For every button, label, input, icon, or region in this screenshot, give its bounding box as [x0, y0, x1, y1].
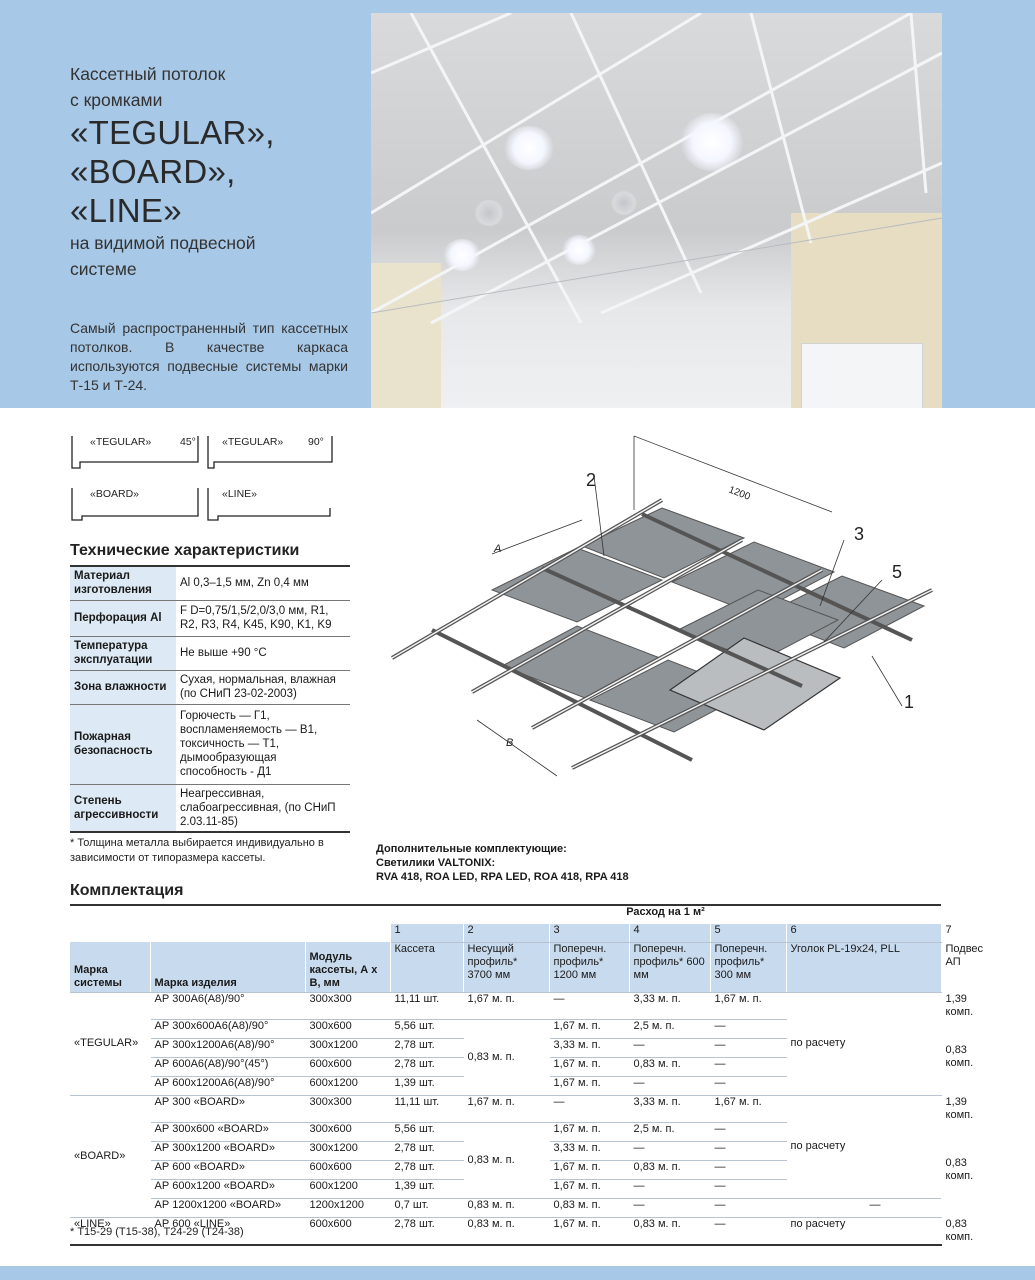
ceiling-lamp [681, 113, 743, 171]
module-cell: 600х600 [305, 1160, 390, 1179]
item-cell: АР 300х1200А6(А8)/90° [150, 1038, 305, 1057]
module-cell: 600х1200 [305, 1179, 390, 1198]
hero-title-line-1: Кассетный потолок [70, 64, 226, 84]
c5-cell: — [710, 1122, 786, 1141]
edge-angle-90: 90° [308, 436, 324, 448]
dimension-a: A [494, 543, 502, 555]
c4-cell: — [629, 1198, 710, 1217]
system-line: «LINE» [70, 1217, 150, 1245]
assembly-drawing [372, 430, 952, 815]
item-cell: АР 600х1200 «BOARD» [150, 1179, 305, 1198]
col-number: 5 [710, 924, 786, 942]
item-cell: АР 300А6(А8)/90° [150, 992, 305, 1019]
c4-cell: 3,33 м. п. [629, 1095, 710, 1122]
ceiling-speaker [611, 191, 637, 215]
edge-profiles [68, 428, 348, 528]
header-labels-row: Марка системы Марка изделия Модуль кассеты, А х В, мм Кассета Несущий профиль* 3700 мм Поперечн. профиль* 1200 мм Поперечн. профиль* 600 мм Поперечн. профиль* 300 мм Уголок PL-19х24, PLL Подвес АП [70, 942, 941, 992]
specs-row [70, 704, 350, 784]
specs-footnote: * Толщина металла выбирается индивидуально в зависимости от типоразмера кассеты. [70, 837, 324, 864]
c4-cell: 0,83 м. п. [629, 1217, 710, 1245]
c2-cell: 0,83 м. п. [463, 1217, 549, 1245]
hero-title [70, 61, 355, 282]
c5-cell: — [710, 1179, 786, 1198]
table-row [70, 1198, 941, 1217]
ceiling-photo [371, 13, 942, 408]
specs-row [70, 600, 350, 636]
c4-cell: — [629, 1179, 710, 1198]
c6-merged-cell: по расчету [786, 992, 941, 1095]
c3-cell: 1,67 м. п. [549, 1179, 629, 1198]
c6-merged-cell: по расчету [786, 1095, 941, 1198]
module-cell: 300х1200 [305, 1141, 390, 1160]
c1-cell: 2,78 шт. [390, 1217, 463, 1245]
module-cell: 300х600 [305, 1122, 390, 1141]
item-cell: АР 600 «LINE» [150, 1217, 305, 1245]
item-cell: АР 300х600А6(А8)/90° [150, 1019, 305, 1038]
spec-value: Не выше +90 °С [176, 636, 350, 670]
header-poperechn-1200: Поперечн. профиль* 1200 мм [549, 942, 629, 992]
hero-banner [0, 11, 1035, 408]
specs-row [70, 670, 350, 704]
c5-cell: — [710, 1038, 786, 1057]
module-cell: 1200х1200 [305, 1198, 390, 1217]
ceiling-grid-isometric [372, 430, 952, 815]
c6-cell: по расчету [786, 1217, 941, 1245]
c4-cell: 0,83 м. п. [629, 1160, 710, 1179]
c1-cell: 1,39 шт. [390, 1179, 463, 1198]
edge-angle-45: 45° [180, 436, 196, 448]
spec-value: F D=0,75/1,5/2,0/3,0 мм, R1, R2, R3, R4, K45, K90, K1, K9 [176, 600, 350, 636]
callout-3: 3 [854, 524, 865, 544]
c1-cell: 5,56 шт. [390, 1122, 463, 1141]
ceiling-lamp [443, 239, 481, 271]
c4-cell: — [629, 1038, 710, 1057]
module-cell: 300х300 [305, 992, 390, 1019]
item-cell: АР 1200х1200 «BOARD» [150, 1198, 305, 1217]
c3-cell: 0,83 м. п. [549, 1198, 629, 1217]
header-kasseta: Кассета [390, 942, 463, 992]
header-poperechn-600: Поперечн. профиль* 600 мм [629, 942, 710, 992]
hero-title-line-5: на видимой подвесной [70, 233, 256, 253]
c5-cell: 1,67 м. п. [710, 1095, 786, 1122]
header-poperechn-300: Поперечн. профиль* 300 мм [710, 942, 786, 992]
module-cell: 300х300 [305, 1095, 390, 1122]
col-number: 2 [463, 924, 549, 942]
extras-block [376, 842, 629, 884]
header-modul: Модуль кассеты, А х В, мм [305, 942, 390, 992]
c1-cell: 11,11 шт. [390, 1095, 463, 1122]
header-marka-sistemy: Марка системы [70, 942, 150, 992]
c5-cell: — [710, 1198, 786, 1217]
col-number: 1 [390, 924, 463, 942]
header-marka-izdeliya: Марка изделия [150, 942, 305, 992]
c3-cell: 1,67 м. п. [549, 1160, 629, 1179]
specs-row [70, 784, 350, 832]
item-cell: АР 600 «BOARD» [150, 1160, 305, 1179]
table-row: «BOARD» АР 300 «BOARD» 300х300 11,11 шт. 1,67 м. п. — 3,33 м. п. 1,67 м. п. по расчету 1,39 комп. [70, 1095, 941, 1122]
c5-cell: — [710, 1217, 786, 1245]
c2-merged-cell: 0,83 м. п. [463, 1122, 549, 1198]
header-nesushchiy: Несущий профиль* 3700 мм [463, 942, 549, 992]
ceiling-speaker [474, 200, 504, 226]
c3-cell: — [549, 992, 629, 1019]
c4-cell: 2,5 м. п. [629, 1019, 710, 1038]
col-number: 4 [629, 924, 710, 942]
c1-cell: 0,7 шт. [390, 1198, 463, 1217]
c1-cell: 2,78 шт. [390, 1160, 463, 1179]
module-cell: 600х600 [305, 1217, 390, 1245]
spec-key: Материал изготовления [70, 566, 176, 600]
hero-title-line-4: «BOARD», «LINE» [70, 153, 236, 229]
c3-cell: 1,67 м. п. [549, 1057, 629, 1076]
system-tegular: «TEGULAR» [70, 992, 150, 1095]
item-cell: АР 300х600 «BOARD» [150, 1122, 305, 1141]
komplekt-title: Комплектация [70, 882, 184, 899]
c3-cell: 3,33 м. п. [549, 1038, 629, 1057]
item-cell: АР 600А6(А8)/90°(45°) [150, 1057, 305, 1076]
spec-value: Al 0,3–1,5 мм, Zn 0,4 мм [176, 566, 350, 600]
c5-cell: 1,67 м. п. [710, 992, 786, 1019]
c1-cell: 2,78 шт. [390, 1057, 463, 1076]
edge-label-line: «LINE» [222, 488, 258, 500]
ceiling-lamp [504, 126, 554, 170]
c1-cell: 1,39 шт. [390, 1076, 463, 1095]
header-numbers-row: 1 2 3 4 5 6 7 [70, 924, 941, 942]
edge-label-board: «BOARD» [90, 488, 140, 500]
specs-row [70, 636, 350, 670]
spec-value: Горючесть — Г1, воспламеняемость — В1, токсичность — Т1, дымообразующая способность - Д1 [176, 704, 350, 784]
c4-cell: 0,83 м. п. [629, 1057, 710, 1076]
extras-line-2: Светилики VALTONIX: [376, 857, 496, 869]
c2-cell: 0,83 м. п. [463, 1198, 549, 1217]
ceiling-lamp [562, 235, 596, 265]
module-cell: 600х600 [305, 1057, 390, 1076]
module-cell: 600х1200 [305, 1076, 390, 1095]
header-blank [70, 924, 390, 942]
spec-value: Неагрессивная, слабоагрессивная, (по СНиП 2.03.11-85) [176, 784, 350, 832]
c3-cell: — [549, 1095, 629, 1122]
table-row: АР 300х600А6(А8)/90° 300х600 5,56 шт. 0,83 м. п. 1,67 м. п. 2,5 м. п. — 0,83 комп. [70, 1019, 941, 1038]
komplekt-table [70, 924, 984, 1246]
c3-cell: 3,33 м. п. [549, 1141, 629, 1160]
extras-line-3: RVA 418, ROA LED, RPA LED, ROA 418, RPA 418 [376, 871, 629, 883]
specs-table [70, 565, 350, 833]
system-board: «BOARD» [70, 1095, 150, 1217]
col-number: 3 [549, 924, 629, 942]
spec-key: Степень агрессивности [70, 784, 176, 832]
module-cell: 300х1200 [305, 1038, 390, 1057]
c5-cell: — [710, 1019, 786, 1038]
dimension-b: B [506, 737, 514, 749]
c4-cell: — [629, 1141, 710, 1160]
c3-cell: 1,67 м. п. [549, 1019, 629, 1038]
bottom-accent-strip [0, 1266, 1035, 1280]
spec-key: Перфорация Al [70, 600, 176, 636]
hero-title-line-3: «TEGULAR», [70, 114, 275, 151]
c2-cell: 1,67 м. п. [463, 992, 549, 1019]
hero-title-line-6: системе [70, 259, 137, 279]
ceiling-grid [371, 13, 942, 408]
header-ugolok: Уголок PL-19х24, PLL [786, 942, 941, 992]
komplekt-footnote: * Т15-29 (Т15-38), Т24-29 (Т24-38) [70, 1226, 244, 1238]
hero-description: Самый распространенный тип кассетных потолков. В качестве каркаса используются подвесные системы марки Т-15 и Т-24. [70, 320, 348, 393]
callout-2: 2 [586, 470, 597, 490]
c5-cell: — [710, 1057, 786, 1076]
table-row: «LINE» АР 600 «LINE» 600х600 2,78 шт. 0,83 м. п. 1,67 м. п. 0,83 м. п. — по расчету 0,83 комп. [70, 1217, 941, 1245]
extras-line-1: Дополнительные комплектующие: [376, 843, 567, 855]
c3-cell: 1,67 м. п. [549, 1076, 629, 1095]
top-accent-strip [0, 0, 1035, 11]
specs-title: Технические характеристики [70, 542, 300, 559]
c5-cell: — [710, 1160, 786, 1179]
c3-cell: 1,67 м. п. [549, 1122, 629, 1141]
table-row: АР 300х600 «BOARD» 300х600 5,56 шт. 0,83 м. п. 1,67 м. п. 2,5 м. п. — 0,83 комп. [70, 1122, 941, 1141]
edge-label-tegular-45: «TEGULAR» [90, 436, 152, 448]
c1-cell: 5,56 шт. [390, 1019, 463, 1038]
c6-blank-cell [786, 1198, 865, 1217]
c5-cell: — [710, 1141, 786, 1160]
spec-value: Сухая, нормальная, влажная (по СНиП 23-02-2003) [176, 670, 350, 704]
c4-cell: 2,5 м. п. [629, 1122, 710, 1141]
table-row: «TEGULAR» АР 300А6(А8)/90° 300х300 11,11 шт. 1,67 м. п. — 3,33 м. п. 1,67 м. п. по расчету 1,39 комп. [70, 992, 941, 1019]
item-cell: АР 300х1200 «BOARD» [150, 1141, 305, 1160]
spec-key: Температура эксплуатации [70, 636, 176, 670]
c2-cell: 1,67 м. п. [463, 1095, 549, 1122]
dimension-1200: 1200 [726, 484, 752, 503]
c3-cell: 1,67 м. п. [549, 1217, 629, 1245]
c6-cell: — [865, 1198, 941, 1217]
c1-cell: 2,78 шт. [390, 1038, 463, 1057]
c4-cell: — [629, 1076, 710, 1095]
module-cell: 300х600 [305, 1019, 390, 1038]
rashod-header: Расход на 1 м² [626, 906, 705, 918]
callout-5: 5 [892, 562, 903, 582]
c5-cell: — [710, 1076, 786, 1095]
c1-cell: 2,78 шт. [390, 1141, 463, 1160]
spec-key: Зона влажности [70, 670, 176, 704]
col-number: 6 [786, 924, 941, 942]
c1-cell: 11,11 шт. [390, 992, 463, 1019]
hero-title-line-2: с кромками [70, 90, 163, 110]
specs-row [70, 566, 350, 600]
callout-1: 1 [904, 692, 915, 712]
c4-cell: 3,33 м. п. [629, 992, 710, 1019]
spec-key: Пожарная безопасность [70, 704, 176, 784]
item-cell: АР 600х1200А6(А8)/90° [150, 1076, 305, 1095]
item-cell: АР 300 «BOARD» [150, 1095, 305, 1122]
c2-merged-cell: 0,83 м. п. [463, 1019, 549, 1095]
edge-label-tegular-90: «TEGULAR» [222, 436, 284, 448]
